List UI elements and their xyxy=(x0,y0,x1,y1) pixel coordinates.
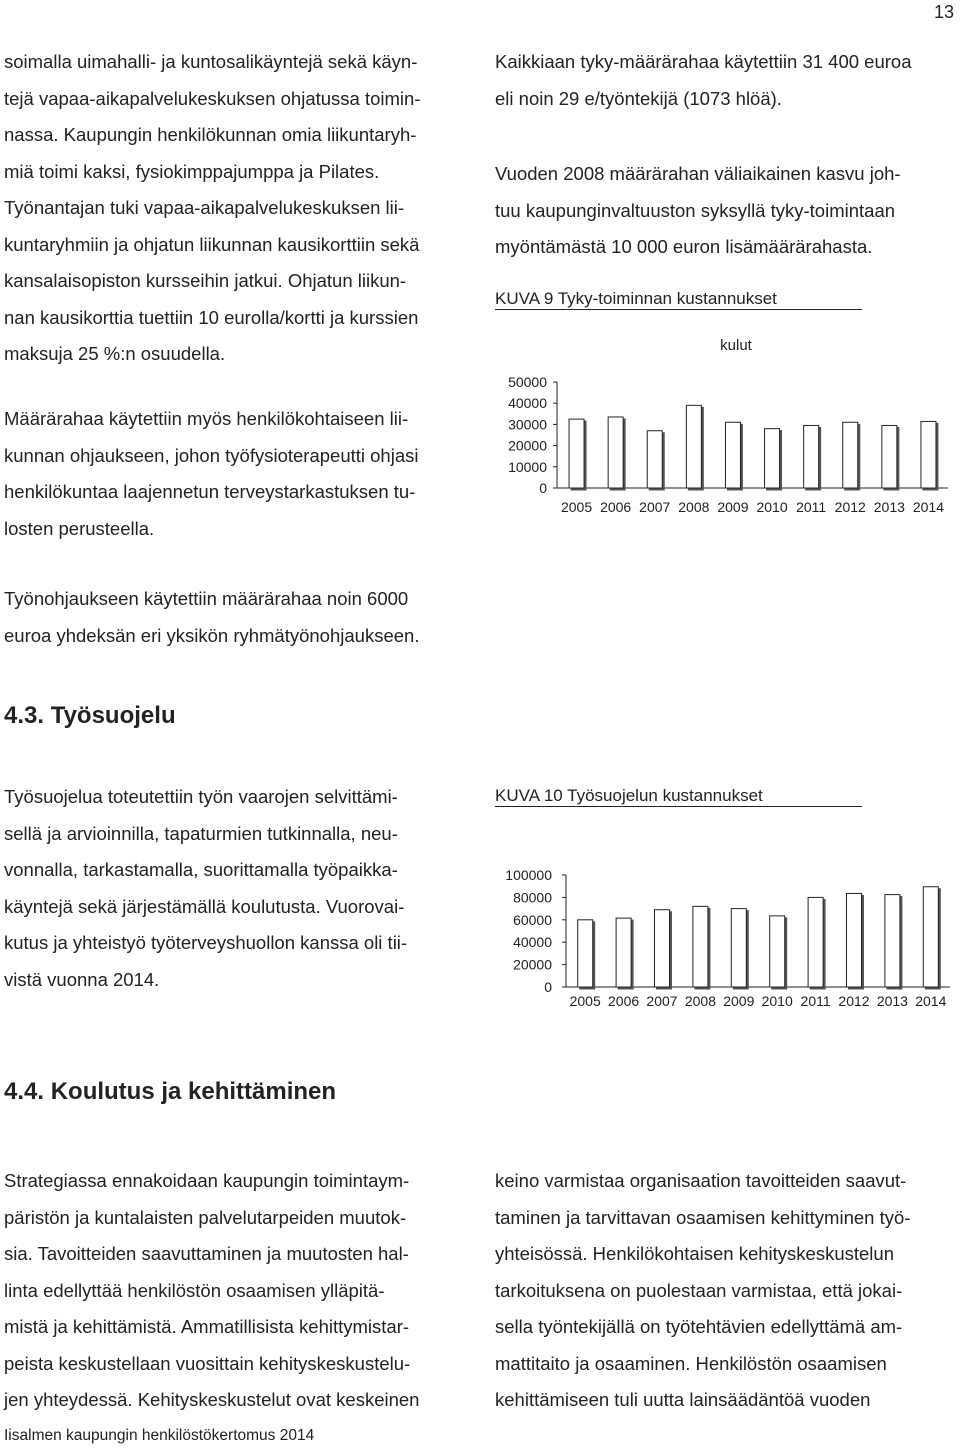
y-tick-label: 20000 xyxy=(513,956,552,973)
text-line: nan kausikorttia tuettiin 10 eurolla/kortti ja kurssien xyxy=(4,306,419,328)
text-line: linta edellyttää henkilöstön osaamisen ylläpitä- xyxy=(4,1279,385,1301)
text-line: kunnan ohjaukseen, johon työfysioterapeutti ohjasi xyxy=(4,444,419,466)
footer-text: Iisalmen kaupungin henkilöstökertomus 2014 xyxy=(4,1427,315,1444)
x-tick-label: 2005 xyxy=(569,993,601,1009)
text-line: jen yhteydessä. Kehityskeskustelut ovat keskeinen xyxy=(4,1389,420,1410)
text-line: henkilökuntaa laajennetun terveystarkastuksen tu- xyxy=(4,481,416,502)
text-line: keino varmistaa organisaation tavoitteiden saavut- xyxy=(495,1170,907,1191)
bar xyxy=(804,425,819,488)
bar xyxy=(847,893,862,987)
bar xyxy=(569,419,584,488)
x-tick-label: 2009 xyxy=(723,993,755,1009)
x-tick-label: 2005 xyxy=(560,499,593,515)
chart-title: kulut xyxy=(720,337,752,354)
y-tick-label: 60000 xyxy=(513,911,552,928)
y-tick-label: 10000 xyxy=(508,458,547,475)
y-tick-label: 100000 xyxy=(505,867,552,883)
bar xyxy=(608,417,623,488)
x-tick-label: 2009 xyxy=(717,499,749,515)
x-tick-label: 2006 xyxy=(608,993,640,1009)
bar xyxy=(843,422,858,488)
bar xyxy=(693,906,708,987)
x-tick-label: 2013 xyxy=(873,499,905,515)
y-tick-label: 0 xyxy=(539,480,547,496)
text-line: soimalla uimahalli- ja kuntosalikäyntejä sekä käyn- xyxy=(4,51,418,72)
text-line: Strategiassa ennakoidaan kaupungin toimintaym- xyxy=(4,1170,410,1191)
text-line: losten perusteella. xyxy=(4,517,155,539)
figure-9-caption: KUVA 9 Tyky-toiminnan kustannukset xyxy=(495,289,777,308)
x-tick-label: 2007 xyxy=(639,499,671,515)
bar xyxy=(882,425,897,488)
text-line: Työnohjaukseen käytettiin määrärahaa noin 6000 xyxy=(4,588,409,609)
bar xyxy=(647,431,662,488)
figure-10-caption-underline xyxy=(495,806,862,807)
text-line: käyntejä sekä järjestämällä koulutusta. Vuorovai- xyxy=(4,895,405,917)
tyky-costs-chart xyxy=(490,330,960,525)
tyonohjaus-paragraph xyxy=(4,581,419,654)
text-line: Työnantajan tuki vapaa-aikapalvelukeskuksen lii- xyxy=(4,197,405,218)
y-tick-label: 40000 xyxy=(513,934,552,951)
tyosuojelu-costs-chart xyxy=(490,860,960,1020)
bar xyxy=(731,909,746,987)
x-tick-label: 2013 xyxy=(876,993,908,1009)
x-tick-label: 2006 xyxy=(600,499,632,515)
tyosuojelu-paragraph xyxy=(4,779,407,998)
text-line: maksuja 25 %:n osuudella. xyxy=(4,343,226,364)
bar xyxy=(765,429,780,488)
figure-9-caption-underline xyxy=(495,309,862,310)
x-tick-label: 2014 xyxy=(912,499,945,515)
y-tick-label: 30000 xyxy=(508,416,547,433)
bar xyxy=(923,887,938,987)
left-second-paragraph xyxy=(4,401,418,547)
x-tick-label: 2010 xyxy=(756,499,788,515)
y-tick-label: 40000 xyxy=(508,395,547,412)
bar xyxy=(655,910,670,987)
bar xyxy=(770,916,785,987)
text-line: vonnalla, tarkastamalla, suorittamalla työpaikka- xyxy=(4,859,398,880)
text-line: vistä vuonna 2014. xyxy=(4,968,160,990)
y-tick-label: 80000 xyxy=(513,889,552,906)
section-heading-4-3: 4.3. Työsuojelu xyxy=(4,702,176,729)
y-tick-label: 20000 xyxy=(508,437,547,454)
text-line: myöntämästä 10 000 euron lisämäärärahasta. xyxy=(495,236,873,257)
y-tick-label: 50000 xyxy=(508,374,547,390)
right-paragraph-1 xyxy=(495,44,912,117)
text-line: Vuoden 2008 määrärahan väliaikainen kasvu joh- xyxy=(495,163,901,184)
x-tick-label: 2012 xyxy=(838,993,870,1009)
text-line: päristön ja kuntalaisten palvelutarpeiden muutok- xyxy=(4,1206,407,1228)
text-line: kansalaisopiston kursseihin jatkui. Ohjatun liikun- xyxy=(4,270,407,291)
x-tick-label: 2012 xyxy=(834,499,866,515)
text-line: tarkoituksena on puolestaan varmistaa, että jokai- xyxy=(495,1279,903,1301)
text-line: nassa. Kaupungin henkilökunnan omia liikuntaryh- xyxy=(4,124,417,145)
x-tick-label: 2011 xyxy=(796,499,827,515)
x-tick-label: 2014 xyxy=(915,993,947,1009)
figure-10-caption: KUVA 10 Työsuojelun kustannukset xyxy=(495,786,763,805)
text-line: miä toimi kaksi, fysiokimppajumppa ja Pilates. xyxy=(4,160,380,182)
text-line: sella työntekijällä on työtehtävien edellyttämä am- xyxy=(495,1316,903,1337)
text-line: yhteisössä. Henkilökohtaisen kehityskeskustelun xyxy=(495,1243,894,1264)
koulutus-left-paragraph xyxy=(4,1163,419,1419)
text-line: Työsuojelua toteutettiin työn vaarojen selvittämi- xyxy=(4,786,398,807)
x-tick-label: 2007 xyxy=(646,993,678,1009)
x-tick-label: 2008 xyxy=(678,499,710,515)
text-line: mattitaito ja osaaminen. Henkilöstön osaamisen xyxy=(495,1352,887,1374)
text-line: tuu kaupunginvaltuuston syksyllä tyky-toimintaan xyxy=(495,199,896,221)
text-line: sia. Tavoitteiden saavuttaminen ja muutosten hal- xyxy=(4,1243,409,1264)
bar xyxy=(725,422,740,488)
bar xyxy=(808,897,823,987)
text-line: kuntaryhmiin ja ohjatun liikunnan kausikorttiin sekä xyxy=(4,233,420,255)
text-line: euroa yhdeksän eri yksikön ryhmätyönohjaukseen. xyxy=(4,624,420,646)
left-top-paragraph xyxy=(4,44,421,373)
koulutus-right-paragraph xyxy=(495,1163,910,1419)
text-line: peista keskustellaan vuosittain kehityskeskustelu- xyxy=(4,1352,411,1374)
bar xyxy=(616,918,631,987)
text-line: sellä ja arvioinnilla, tapaturmien tutkinnalla, neu- xyxy=(4,822,398,844)
text-line: taminen ja tarvittavan osaamisen kehittyminen työ- xyxy=(495,1206,911,1228)
bar xyxy=(686,405,701,488)
bar xyxy=(578,920,593,987)
text-line: tejä vapaa-aikapalvelukeskuksen ohjatussa toimin- xyxy=(4,87,421,109)
text-line: mistä ja kehittämistä. Ammatillisista kehittymistar- xyxy=(4,1316,410,1337)
text-line: kehittämiseen tuli uutta lainsäädäntöä vuoden xyxy=(495,1389,871,1410)
y-tick-label: 0 xyxy=(544,979,552,995)
x-tick-label: 2008 xyxy=(684,993,716,1009)
x-tick-label: 2011 xyxy=(800,993,831,1009)
text-line: Kaikkiaan tyky-määrärahaa käytettiin 31 400 euroa xyxy=(495,51,912,72)
right-paragraph-2 xyxy=(495,156,901,266)
text-line: kutus ja yhteistyö työterveyshuollon kanssa oli tii- xyxy=(4,932,408,953)
text-line: Määrärahaa käytettiin myös henkilökohtaiseen lii- xyxy=(4,408,409,429)
section-heading-4-4: 4.4. Koulutus ja kehittäminen xyxy=(4,1078,337,1105)
text-line: eli noin 29 e/työntekijä (1073 hlöä). xyxy=(495,87,782,109)
page-number: 13 xyxy=(933,2,954,22)
bar xyxy=(921,421,936,488)
x-tick-label: 2010 xyxy=(761,993,793,1009)
bar xyxy=(885,895,900,987)
